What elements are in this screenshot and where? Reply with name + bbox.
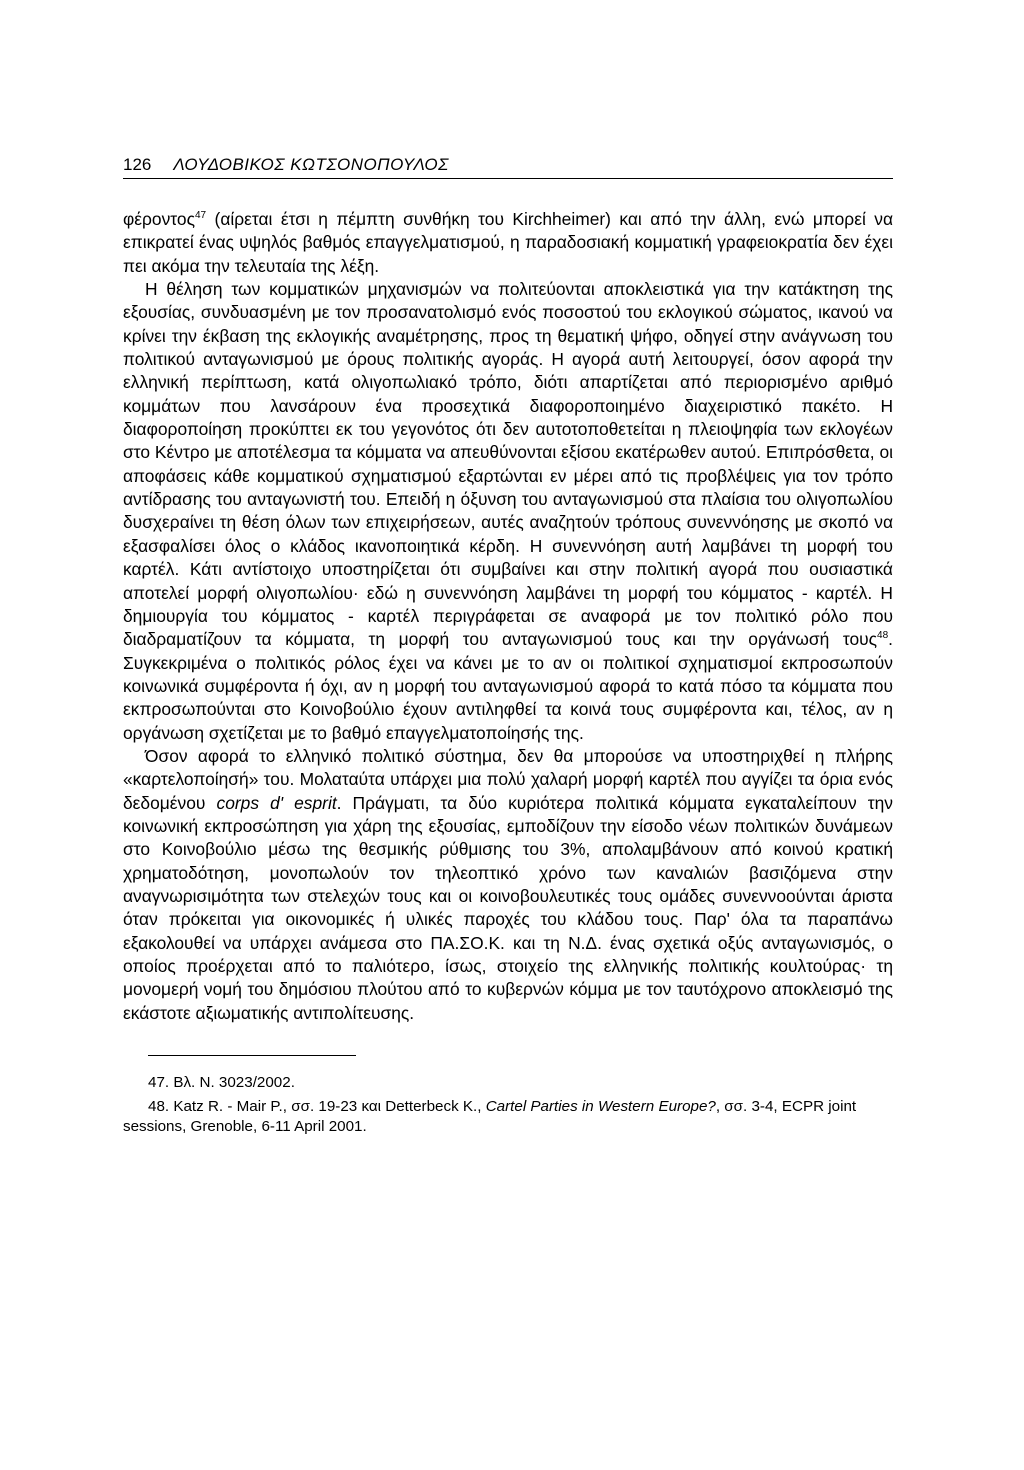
footnote-ref-48: 48 xyxy=(877,630,889,642)
running-header xyxy=(123,155,893,179)
running-title: ΛΟΥΔΟΒΙΚΟΣ ΚΩΤΣΟΝΟΠΟΥΛΟΣ xyxy=(173,155,449,174)
book-page xyxy=(123,155,893,1141)
italic-term: corps d' esprit xyxy=(216,792,337,813)
paragraph-3: Όσον αφορά το ελληνικό πολιτικό σύστημα, δεν θα μπορούσε να υποστηριχθεί η πλήρης «καρτελοποίησή» του. Μολαταύτα υπάρχει μια πολύ χαλαρή μορφή καρτέλ που αγγίζει τα όρια ενός δεδομένου corps d' esprit. Πράγματι, τα δύο κυριότερα πολιτικά κόμματα εγκαταλείπουν την κοινωνική εκπροσώπηση για χάρη της εξουσίας, εμποδίζουν την είσοδο νέων πολιτικών δυνάμεων στο Κοινοβούλιο μέσω της θεσμικής ρύθμισης του 3%, απολαμβάνουν από κοινού κρατική χρηματοδότηση, μονοπωλούν τον τηλεοπτικό χρόνο των καναλιών βασιζόμενα στην αναγνωρισιμότητα των στελεχών τους και οι κοινοβουλευτικές τους ομάδες συνεννοούνται άριστα όταν πρόκειται για οικονομικές ή υλικές παροχές του κλάδου τους. Παρ' όλα τα παραπάνω εξακολουθεί να υπάρχει ανάμεσα στο ΠΑ.ΣΟ.Κ. και τη Ν.Δ. ένας σχετικά οξύς ανταγωνισμός, ο οποίος προέρχεται από το παλιότερο, ίσως, στοιχείο της ελληνικής πολιτικής κουλτούρας· τη μονομερή νομή του δημόσιου πλούτου από το κυβερνών κόμμα με τον ταυτόχρονο αποκλεισμό της εκάστοτε αξιωματικής αντιπολίτευσης. xyxy=(123,745,893,1023)
footnotes xyxy=(123,1073,893,1137)
paragraph-1: φέροντος$^{47}$ (αίρεται έτσι η πέμπτη συνθήκη του Kirchheimer) και από την άλλη, ενώ μπορεί να επικρατεί ένας υψηλός βαθμός επαγγελματισμού, η παραδοσιακή κομματική γραφειοκρατία δεν έχει πει ακόμα την τελευταία της λέξη. xyxy=(123,209,893,276)
footnote-title: Cartel Parties in Western Europe? xyxy=(485,1098,716,1116)
footnote-divider xyxy=(148,1055,356,1056)
footnote-47: 47. Βλ. Ν. 3023/2002. xyxy=(148,1074,295,1092)
footnote-48: 48. Katz R. - Mair P., σσ. 19-23 και Detterbeck K., Cartel Parties in Western Europe?, σσ. 3-4, ECPR joint sessions, Grenoble, 6-11 April 2001. xyxy=(123,1098,857,1136)
page-number: 126 xyxy=(123,155,152,174)
main-text xyxy=(123,208,893,1025)
footnote-ref-47: 47 xyxy=(194,210,207,222)
paragraph-2: Η θέληση των κομματικών μηχανισμών να πολιτεύονται αποκλειστικά για την κατάκτηση της εξουσίας, συνδυασμένη με τον προσανατολισμό ενός ποσοστού του εκλογικού σώματος, ικανού να κρίνει την έκβαση της εκλογικής αναμέτρησης, προς τη θεματική ψήφο, οδηγεί στην ανάγνωση του πολιτικού ανταγωνισμού με όρους πολιτικής αγοράς. Η αγορά αυτή λειτουργεί, όσον αφορά την ελληνική περίπτωση, κατά ολιγοπωλιακό τρόπο, διότι απαρτίζεται από περιορισμένο αριθμό κομμάτων που λανσάρουν ένα προσεχτικά διαφοροποιημένο διαχειριστικό πακέτο. Η διαφοροποίηση προκύπτει εκ του γεγονότος ότι δεν αυτοτοποθετείται η πλειοψηφία των εκλογέων στο Κέντρο με αποτέλεσμα τα κόμματα να απευθύνονται εξίσου εκατέρωθεν αυτού. Επιπρόσθετα, οι αποφάσεις κάθε κομματικού σχηματισμού εξαρτώνται εν μέρει από τις προβλέψεις για τον τρόπο αντίδρασης του ανταγωνιστή του. Επειδή η όξυνση του ανταγωνισμού στα πλαίσια του ολιγοπωλίου δυσχεραίνει τη θέση όλων των επιχειρήσεων, αυτές αναζητούν τρόπους συνεννόησης με σκοπό να εξασφαλίσει όλος ο κλάδος ικανοποιητικά κέρδη. Η συνεννόηση αυτή λαμβάνει τη μορφή του καρτέλ. Κάτι αντίστοιχο υποστηρίζεται ότι συμβαίνει και στην πολιτική αγορά που ουσιαστικά αποτελεί μορφή ολιγοπωλίου· εδώ η συνεννόηση λαμβάνει τη μορφή του κόμματος - καρτέλ. Η δημιουργία του κόμματος - καρτέλ περιγράφεται σε αναφορά με τον πολιτικό ρόλο που διαδραματίζουν τα κόμματα, τη μορφή του ανταγωνισμού τους και την οργάνωσή τους$^{48}$. Συγκεκριμένα ο πολιτικός ρόλος έχει να κάνει με το αν οι πολιτικοί σχηματισμοί εκπροσωπούν κοινωνικά συμφέροντα ή όχι, αν η μορφή του ανταγωνισμού αφορά το κατά πόσο τα κόμματα που εκπροσωπούνται στο Κοινοβούλιο έχουν αντιληφθεί τα κοινά τους συμφέροντα και, τέλος, αν η οργάνωση σχετίζεται με το βαθμό επαγγελματοποίησής της. xyxy=(123,279,893,743)
